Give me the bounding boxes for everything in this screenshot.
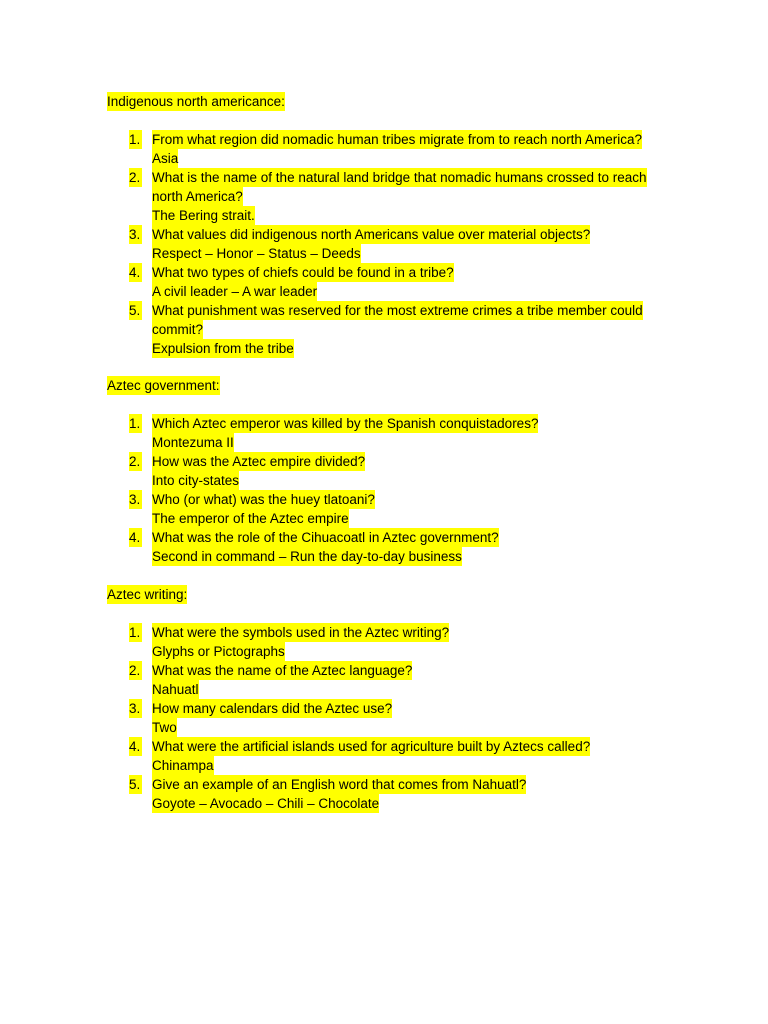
question-text: commit? [152, 322, 204, 337]
question-text: From what region did nomadic human tribes migrate from to reach north America? [152, 132, 642, 147]
section-heading: Aztec writing: [107, 587, 188, 602]
answer-text: Two [152, 720, 177, 735]
answer-text: The Bering strait. [152, 208, 255, 223]
list-number: 3. [129, 492, 141, 507]
section-heading: Indigenous north americance: [107, 94, 285, 109]
list-number: 4. [129, 530, 141, 545]
answer-text: Expulsion from the tribe [152, 341, 294, 356]
question-text: Who (or what) was the huey tlatoani? [152, 492, 375, 507]
section-heading: Aztec government: [107, 378, 220, 393]
question-text: Give an example of an English word that comes from Nahuatl? [152, 777, 527, 792]
answer-text: A civil leader – A war leader [152, 284, 318, 299]
list-number: 5. [129, 777, 141, 792]
list-number: 2. [129, 663, 141, 678]
answer-text: Into city-states [152, 473, 240, 488]
question-text: What punishment was reserved for the most extreme crimes a tribe member could [152, 303, 643, 318]
question-text: How many calendars did the Aztec use? [152, 701, 393, 716]
answer-text: Second in command – Run the day-to-day business [152, 549, 462, 564]
question-text: Which Aztec emperor was killed by the Spanish conquistadores? [152, 416, 539, 431]
list-number: 1. [129, 416, 141, 431]
question-text: What was the name of the Aztec language? [152, 663, 413, 678]
answer-text: Glyphs or Pictographs [152, 644, 285, 659]
list-number: 1. [129, 132, 141, 147]
question-text: north America? [152, 189, 243, 204]
question-text: How was the Aztec empire divided? [152, 454, 366, 469]
list-number: 2. [129, 454, 141, 469]
answer-text: Nahuatl [152, 682, 199, 697]
list-number: 3. [129, 701, 141, 716]
question-text: What was the role of the Cihuacoatl in Aztec government? [152, 530, 499, 545]
answer-text: Respect – Honor – Status – Deeds [152, 246, 361, 261]
answer-text: Goyote – Avocado – Chili – Chocolate [152, 796, 380, 811]
answer-text: Chinampa [152, 758, 214, 773]
list-number: 3. [129, 227, 141, 242]
list-number: 2. [129, 170, 141, 185]
answer-text: Montezuma II [152, 435, 234, 450]
question-text: What were the symbols used in the Aztec writing? [152, 625, 450, 640]
question-text: What values did indigenous north Americans value over material objects? [152, 227, 591, 242]
list-number: 4. [129, 739, 141, 754]
list-number: 4. [129, 265, 141, 280]
list-number: 1. [129, 625, 141, 640]
answer-text: The emperor of the Aztec empire [152, 511, 349, 526]
list-number: 5. [129, 303, 141, 318]
question-text: What is the name of the natural land bridge that nomadic humans crossed to reach [152, 170, 647, 185]
answer-text: Asia [152, 151, 179, 166]
question-text: What two types of chiefs could be found in a tribe? [152, 265, 454, 280]
question-text: What were the artificial islands used for agriculture built by Aztecs called? [152, 739, 591, 754]
